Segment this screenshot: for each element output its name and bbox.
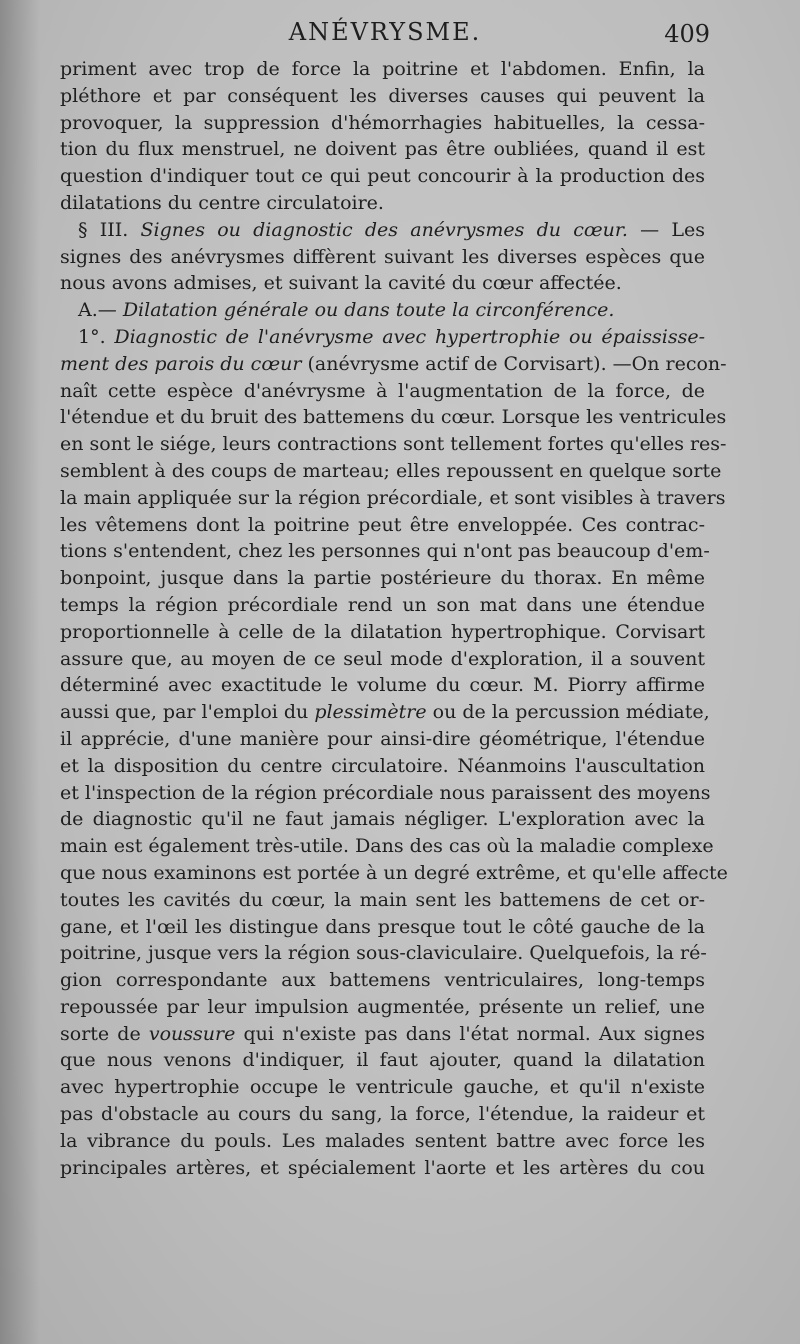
running-title: ANÉVRYSME. (288, 18, 482, 46)
item-title-cont: ment des parois du cœur (60, 352, 302, 375)
voussure-term: voussure (148, 1022, 236, 1045)
subheading-title: Dilatation générale ou dans toute la circonférence. (122, 299, 615, 322)
text-line: la vibrance du pouls. Les malades sentent battre avec force les (60, 1129, 705, 1152)
text-line: gane, et l'œil les distingue dans presque tout le côté gauche de la (60, 915, 705, 938)
text-line: naît cette espèce d'anévrysme à l'augmentation de la force, de (60, 379, 705, 402)
section-rest: — Les (627, 218, 705, 241)
text-line: et l'inspection de la région précordiale nous paraissent des moyens (60, 781, 711, 804)
text-line: la main appliquée sur la région précordiale, et sont visibles à travers (60, 486, 726, 509)
subheading (60, 297, 705, 324)
text-line: question d'indiquer tout ce qui peut concourir à la production des (60, 165, 705, 188)
section-heading (60, 217, 705, 244)
page-number: 409 (664, 20, 710, 48)
paragraph-block (60, 1047, 705, 1181)
text-fragment: qui n'existe pas dans l'état normal. Aux signes (235, 1022, 705, 1045)
text-line: l'étendue et du bruit des battemens du cœur. Lorsque les ventricules (60, 406, 727, 429)
text-line: pas d'obstacle au cours du sang, la force, l'étendue, la raideur et (60, 1103, 705, 1126)
text-line: gion correspondante aux battemens ventriculaires, long-temps (60, 969, 705, 992)
text-line: signes des anévrysmes diffèrent suivant les diverses espèces que (60, 245, 705, 268)
text-line: toutes les cavités du cœur, la main sent les battemens de cet or- (60, 888, 705, 911)
text-line: semblent à des coups de marteau; elles repoussent en quelque sorte (60, 459, 722, 482)
text-line: assure que, au moyen de ce seul mode d'exploration, il a souvent (60, 647, 705, 670)
item-number: 1°. (78, 325, 115, 348)
text-line: déterminé avec exactitude le volume du cœur. M. Piorry affirme (60, 674, 705, 697)
text-fragment: sorte de (60, 1022, 149, 1045)
plessimetre-term: plessimètre (314, 701, 427, 724)
text-line: tion du flux menstruel, ne doivent pas être oubliées, quand il est (60, 138, 705, 161)
text-line (60, 699, 710, 726)
text-line: repoussée par leur impulsion augmentée, présente un relief, une (60, 995, 705, 1018)
text-line: bonpoint, jusque dans la partie postérieure du thorax. En même (60, 567, 705, 590)
page-gutter-shadow (0, 0, 40, 1344)
text-line (60, 1021, 705, 1048)
item-title: Diagnostic de l'anévrysme avec hypertrophie ou épaississe- (114, 325, 705, 348)
text-fragment: aussi que, par l'emploi du (60, 701, 315, 724)
text-line (60, 351, 727, 378)
paragraph-block (60, 378, 727, 700)
item-heading (60, 324, 705, 351)
text-line: proportionnelle à celle de la dilatation hypertrophique. Corvisart (60, 620, 705, 643)
page-header (60, 18, 710, 52)
text-line: temps la région précordiale rend un son mat dans une étendue (60, 593, 705, 616)
text-line: et la disposition du centre circulatoire. Néanmoins l'auscultation (60, 754, 705, 777)
text-line: poitrine, jusque vers la région sous-claviculaire. Quelquefois, la ré- (60, 942, 707, 965)
text-line: de diagnostic qu'il ne faut jamais négliger. L'exploration avec la (60, 808, 705, 831)
item-after-title: (anévrysme actif de Corvisart). —On recon- (301, 352, 727, 375)
body-text (60, 56, 728, 1181)
text-line: priment avec trop de force la poitrine et l'abdomen. Enfin, la (60, 58, 705, 80)
text-line: que nous examinons est portée à un degré extrême, et qu'elle affecte (60, 861, 728, 884)
section-title: Signes ou diagnostic des anévrysmes du cœur. (140, 218, 628, 241)
text-line: les vêtemens dont la poitrine peut être enveloppée. Ces contrac- (60, 513, 705, 536)
text-fragment: ou de la percussion médiate, (426, 701, 710, 724)
text-line: en sont le siége, leurs contractions sont tellement fortes qu'elles res- (60, 433, 727, 456)
text-line: dilatations du centre circulatoire. (60, 191, 384, 214)
section-prefix: § III. (78, 218, 141, 241)
paragraph-block (60, 726, 728, 1021)
text-line: provoquer, la suppression d'hémorrhagies habituelles, la cessa- (60, 111, 705, 134)
text-line: pléthore et par conséquent les diverses causes qui peuvent la (60, 84, 705, 107)
text-line: avec hypertrophie occupe le ventricule gauche, et qu'il n'existe (60, 1076, 705, 1099)
text-line: main est également très-utile. Dans des cas où la maladie complexe (60, 835, 714, 858)
text-line: que nous venons d'indiquer, il faut ajouter, quand la dilatation (60, 1049, 705, 1072)
text-line: nous avons admises, et suivant la cavité du cœur affectée. (60, 272, 622, 295)
text-line: il apprécie, d'une manière pour ainsi-dire géométrique, l'étendue (60, 727, 705, 750)
text-line: tions s'entendent, chez les personnes qui n'ont pas beaucoup d'em- (60, 540, 710, 563)
text-line: principales artères, et spécialement l'aorte et les artères du cou (60, 1156, 705, 1179)
subheading-prefix: A.— (78, 299, 123, 322)
